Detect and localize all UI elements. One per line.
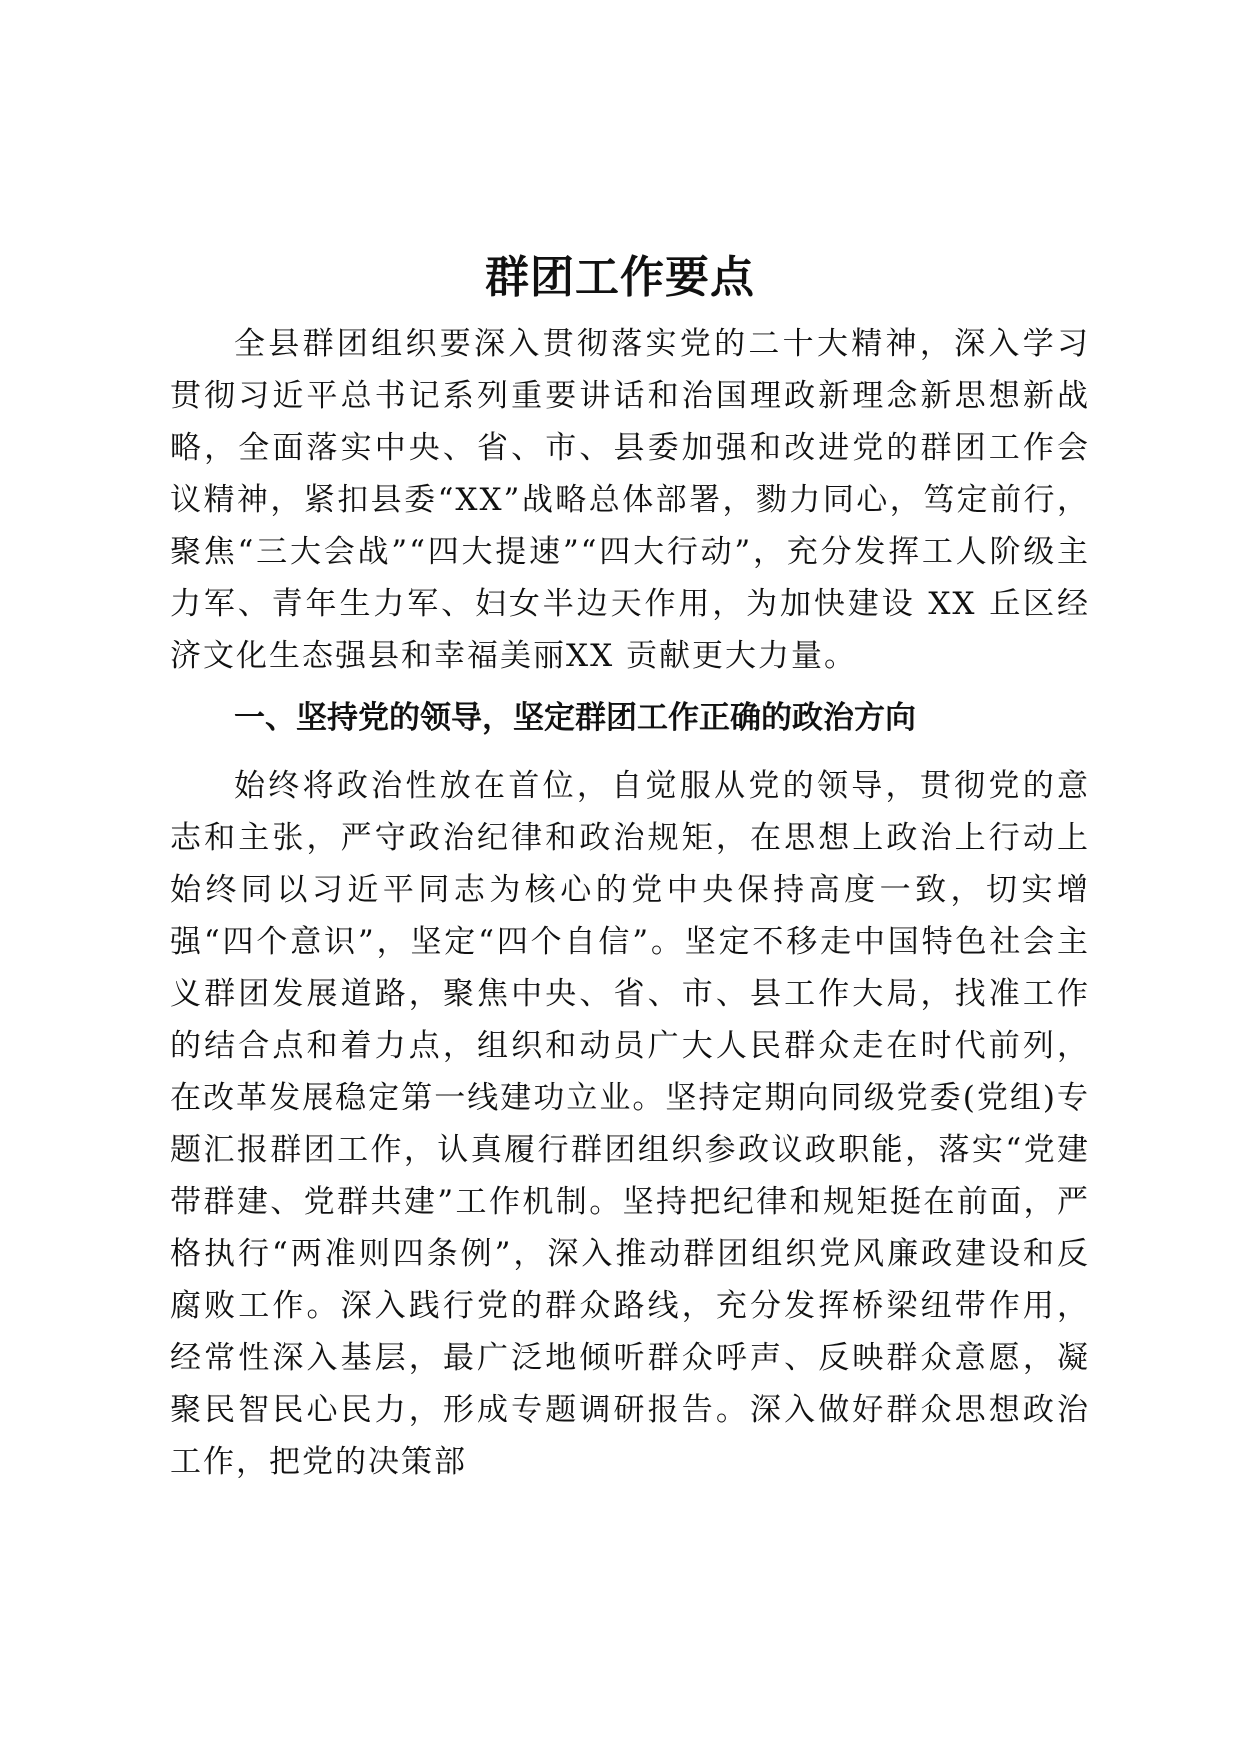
section-heading-1: 一、坚持党的领导，坚定群团工作正确的政治方向 [234,700,916,736]
document-title: 群团工作要点 [485,252,755,303]
section-1-paragraph: 始终将政治性放在首位，自觉服从党的领导，贯彻党的意志和主张，严守政治纪律和政治规矩，在思想上政治上行动上始终同以习近平同志为核心的党中央保持高度一致，切实增强“四个意识”，坚定“四个自信”。坚定不移走中国特色社会主义群团发展道路，聚焦中央、省、市、县工作大局，找准工作的结合点和着力点，组织和动员广大人民群众走在时代前列，在改革发展稳定第一线建功立业。坚持定期向同级党委(党组)专题汇报群团工作，认真履行群团组织参政议政职能，落实“党建带群建、党群共建”工作机制。坚持把纪律和规矩挺在前面，严格执行“两准则四条例”，深入推动群团组织党风廉政建设和反腐败工作。深入践行党的群众路线，充分发挥桥梁纽带作用，经常性深入基层，最广泛地倾听群众呼声、反映群众意愿，凝聚民智民心民力，形成专题调研报告。深入做好群众思想政治工作，把党的决策部 [170,768,1090,1480]
intro-paragraph: 全县群团组织要深入贯彻落实党的二十大精神，深入学习贯彻习近平总书记系列重要讲话和治国理政新理念新思想新战略，全面落实中央、省、市、县委加强和改进党的群团工作会议精神，紧扣县委“XX”战略总体部署，勠力同心，笃定前行，聚焦“三大会战”“四大提速”“四大行动”，充分发挥工人阶级主力军、青年生力军、妇女半边天作用，为加快建设 XX 丘区经济文化生态强县和幸福美丽XX 贡献更大力量。 [170,326,1090,674]
